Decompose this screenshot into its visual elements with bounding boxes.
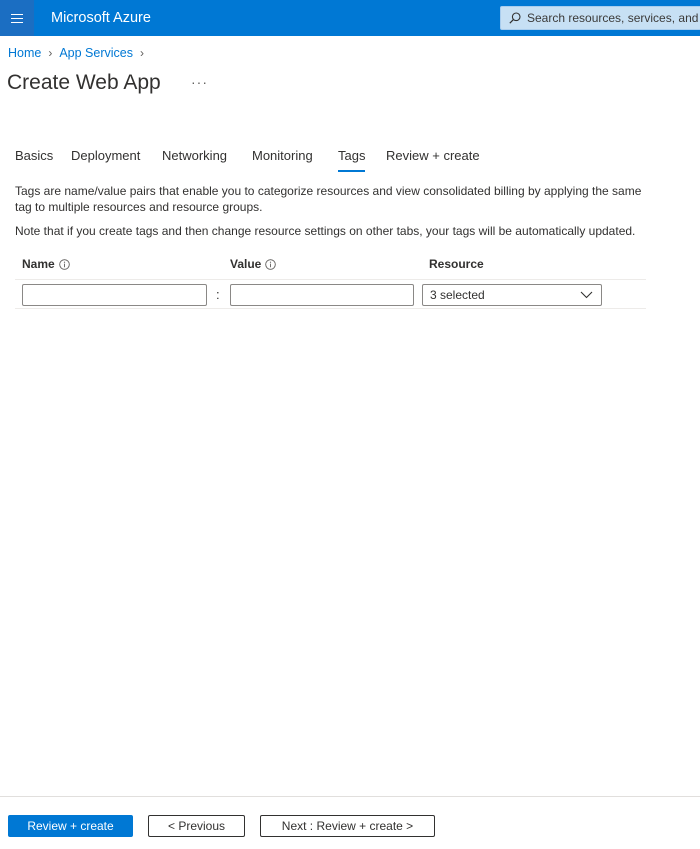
info-icon[interactable]	[265, 259, 276, 270]
tags-description: Tags are name/value pairs that enable you to categorize resources and view consolidated billing by applying the same tag to multiple resources and resource groups.	[15, 184, 642, 214]
column-header-resource	[429, 257, 484, 271]
brand-title[interactable]: Microsoft Azure	[51, 10, 151, 26]
breadcrumb-app-services[interactable]: App Services	[59, 46, 133, 60]
table-row-divider	[15, 308, 646, 309]
tag-name-input[interactable]	[22, 284, 207, 306]
tab-networking[interactable]: Networking	[162, 148, 228, 163]
previous-button[interactable]: < Previous	[148, 815, 245, 837]
info-icon[interactable]	[59, 259, 70, 270]
tab-basics[interactable]: Basics	[15, 148, 54, 163]
column-header-name	[22, 257, 70, 271]
name-value-separator: :	[216, 287, 220, 302]
page-title: Create Web App	[7, 71, 161, 94]
footer-divider	[0, 796, 700, 797]
search-input[interactable]	[527, 11, 700, 25]
tab-tags[interactable]: Tags	[338, 148, 365, 172]
column-resource-label: Resource	[429, 257, 484, 271]
chevron-right-icon: ›	[140, 46, 144, 60]
chevron-right-icon: ›	[48, 46, 53, 60]
review-create-button[interactable]: Review + create	[8, 815, 133, 837]
breadcrumb-home[interactable]: Home	[8, 46, 42, 60]
hamburger-menu-icon[interactable]	[0, 0, 34, 36]
tags-note: Note that if you create tags and then change resource settings on other tabs, your tags will be automatically updated.	[15, 224, 636, 238]
table-divider	[15, 279, 646, 280]
tab-review-create[interactable]: Review + create	[386, 148, 480, 163]
column-name-label: Name	[22, 257, 55, 271]
breadcrumb	[8, 46, 151, 60]
more-options-icon[interactable]: ···	[191, 74, 208, 90]
column-value-label: Value	[230, 257, 262, 271]
resource-selected-value: 3 selected	[430, 288, 485, 302]
top-bar	[0, 0, 700, 36]
column-header-value	[230, 257, 276, 271]
next-review-create-button[interactable]: Next : Review + create >	[260, 815, 435, 837]
global-search[interactable]	[500, 6, 700, 30]
tab-deployment[interactable]: Deployment	[71, 148, 141, 163]
chevron-down-icon	[580, 290, 593, 300]
resource-dropdown[interactable]	[422, 284, 602, 306]
search-icon	[509, 12, 521, 24]
tag-value-input[interactable]	[230, 284, 414, 306]
tab-monitoring[interactable]: Monitoring	[252, 148, 313, 163]
